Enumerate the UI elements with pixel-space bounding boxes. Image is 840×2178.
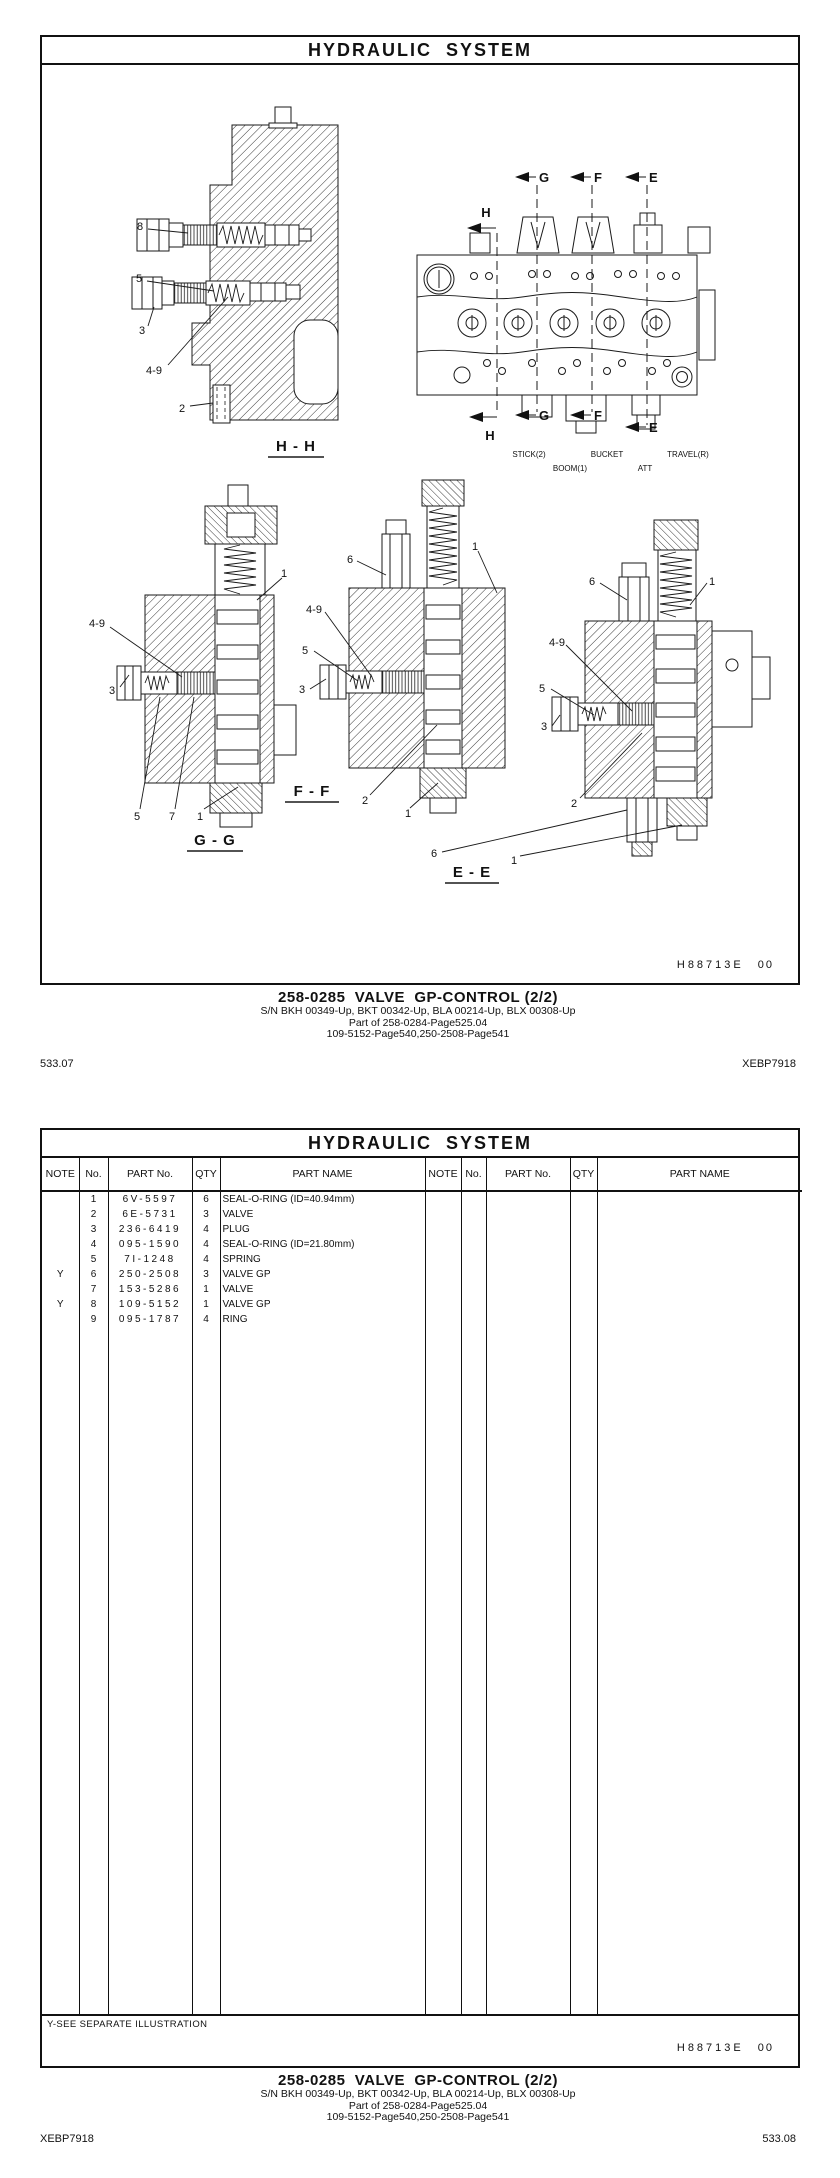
callout-4-9: 4-9 bbox=[89, 618, 105, 630]
page-refs: 109-5152-Page540,250-2508-Page541 bbox=[326, 1028, 510, 1040]
no-cell: 6 bbox=[79, 1267, 108, 1282]
callout-5: 5 bbox=[133, 811, 141, 823]
part-of-ref: Part of 258-0284-Page525.04 bbox=[348, 2099, 488, 2112]
note-cell bbox=[425, 1252, 461, 1267]
part-no-cell: 109-5152 bbox=[108, 1297, 192, 1312]
note-cell bbox=[425, 1207, 461, 1222]
callout-5: 5 bbox=[135, 273, 143, 285]
view-label-e-e: E - E bbox=[452, 864, 492, 881]
part-name-cell: PLUG bbox=[220, 1222, 425, 1237]
serial-range: S/N BKH 00349-Up, BKT 00342-Up, BLA 00214-Up, BLX 00308-Up bbox=[260, 2088, 576, 2100]
empty-cell bbox=[486, 1327, 570, 2014]
no-cell bbox=[461, 1237, 486, 1252]
no-cell: 1 bbox=[79, 1191, 108, 1207]
part-no-cell: 095-1787 bbox=[108, 1312, 192, 1327]
col-qty-2: QTY bbox=[570, 1158, 597, 1191]
part-no-cell bbox=[486, 1267, 570, 1282]
footnote: Y-SEE SEPARATE ILLUSTRATION bbox=[47, 2019, 208, 2030]
table-row bbox=[42, 1237, 802, 1252]
part-no-cell: 153-5286 bbox=[108, 1282, 192, 1297]
page2-footer bbox=[40, 2133, 796, 2145]
no-cell: 3 bbox=[79, 1222, 108, 1237]
part-name-cell bbox=[597, 1282, 802, 1297]
empty-cell bbox=[220, 1327, 425, 2014]
qty-cell: 4 bbox=[192, 1312, 220, 1327]
part-no-cell: 6E-5731 bbox=[108, 1207, 192, 1222]
callout-8: 8 bbox=[136, 221, 144, 233]
note-cell bbox=[42, 1282, 79, 1297]
qty-cell: 1 bbox=[192, 1282, 220, 1297]
table-row bbox=[42, 1267, 802, 1282]
table-row bbox=[42, 1297, 802, 1312]
page-number: 533.07 bbox=[40, 1058, 74, 1070]
doc-ref-code: H88713E bbox=[676, 959, 744, 971]
callout-3: 3 bbox=[108, 685, 116, 697]
qty-cell: 6 bbox=[192, 1191, 220, 1207]
part-name-cell bbox=[597, 1252, 802, 1267]
note-cell bbox=[425, 1312, 461, 1327]
section-g-g-drawing bbox=[89, 485, 296, 851]
footnote-band bbox=[42, 2014, 798, 2066]
table-row bbox=[42, 1191, 802, 1207]
port-label-travel: TRAVEL(R) bbox=[667, 450, 709, 459]
col-part-name-2: PART NAME bbox=[597, 1158, 802, 1191]
empty-cell bbox=[79, 1327, 108, 2014]
no-cell: 2 bbox=[79, 1207, 108, 1222]
empty-cell bbox=[570, 1327, 597, 2014]
no-cell bbox=[461, 1267, 486, 1282]
col-note: NOTE bbox=[42, 1158, 79, 1191]
callout-4-9: 4-9 bbox=[549, 637, 565, 649]
section-arrow-h-bottom: H bbox=[485, 428, 495, 443]
note-cell bbox=[425, 1267, 461, 1282]
doc-ref-rev: 00 bbox=[757, 2042, 774, 2054]
part-name-cell bbox=[597, 1237, 802, 1252]
section-arrow-h-top: H bbox=[481, 205, 491, 220]
part-no-cell bbox=[486, 1207, 570, 1222]
port-label-bucket: BUCKET bbox=[590, 450, 624, 459]
table-row bbox=[42, 1252, 802, 1267]
page-1 bbox=[40, 35, 800, 985]
note-cell: Y bbox=[42, 1267, 79, 1282]
note-cell bbox=[42, 1222, 79, 1237]
view-label-h-h: H - H bbox=[276, 438, 316, 455]
callout-1b: 1 bbox=[196, 811, 204, 823]
part-no-cell: 6V-5597 bbox=[108, 1191, 192, 1207]
page1-footer bbox=[40, 1058, 796, 1070]
callout-2: 2 bbox=[178, 403, 186, 415]
doc-ref-rev: 00 bbox=[757, 959, 774, 971]
table-row bbox=[42, 1222, 802, 1237]
part-no-cell bbox=[486, 1237, 570, 1252]
table-row bbox=[42, 1312, 802, 1327]
callout-1: 1 bbox=[471, 541, 479, 553]
callout-6: 6 bbox=[588, 576, 596, 588]
part-no-cell: 7I-1248 bbox=[108, 1252, 192, 1267]
no-cell: 7 bbox=[79, 1282, 108, 1297]
book-code: XEBP7918 bbox=[742, 1058, 796, 1070]
part-name-cell: RING bbox=[220, 1312, 425, 1327]
section-arrow-f-bottom: F bbox=[594, 408, 602, 423]
drawing-number bbox=[677, 959, 774, 971]
note-cell bbox=[425, 1191, 461, 1207]
qty-cell bbox=[570, 1282, 597, 1297]
table-row bbox=[42, 1207, 802, 1222]
page-refs: 109-5152-Page540,250-2508-Page541 bbox=[326, 2111, 510, 2123]
callout-3: 3 bbox=[298, 684, 306, 696]
parts-table-wrap bbox=[42, 1158, 798, 2014]
part-name-cell: SEAL-O-RING (ID=21.80mm) bbox=[220, 1237, 425, 1252]
callout-4-9: 4-9 bbox=[146, 365, 162, 377]
page-number: 533.08 bbox=[762, 2133, 796, 2145]
callout-5: 5 bbox=[538, 683, 546, 695]
note-cell: Y bbox=[42, 1297, 79, 1312]
port-label-stick: STICK(2) bbox=[512, 450, 546, 459]
table-row bbox=[42, 1282, 802, 1297]
empty-cell bbox=[42, 1327, 79, 2014]
no-cell bbox=[461, 1297, 486, 1312]
page2-caption bbox=[40, 2072, 796, 2124]
part-name-cell bbox=[597, 1222, 802, 1237]
note-cell bbox=[42, 1252, 79, 1267]
callout-2: 2 bbox=[361, 795, 369, 807]
note-cell bbox=[42, 1207, 79, 1222]
valve-gp-illustration bbox=[42, 65, 798, 979]
callout-1b: 1 bbox=[510, 855, 518, 867]
col-part-no-2: PART No. bbox=[486, 1158, 570, 1191]
page1-caption bbox=[40, 989, 796, 1041]
no-cell: 8 bbox=[79, 1297, 108, 1312]
col-qty: QTY bbox=[192, 1158, 220, 1191]
view-label-f-f: F - F bbox=[293, 783, 331, 800]
page-title: HYDRAULIC SYSTEM bbox=[42, 37, 798, 65]
valve-group-plan-view bbox=[417, 170, 715, 473]
part-no-cell bbox=[486, 1312, 570, 1327]
qty-cell bbox=[570, 1267, 597, 1282]
part-name-cell: VALVE bbox=[220, 1207, 425, 1222]
part-name-cell: SEAL-O-RING (ID=40.94mm) bbox=[220, 1191, 425, 1207]
drawing-area bbox=[42, 65, 798, 983]
col-no: No. bbox=[79, 1158, 108, 1191]
callout-5: 5 bbox=[301, 645, 309, 657]
section-arrow-g-bottom: G bbox=[539, 408, 550, 423]
callout-4-9: 4-9 bbox=[306, 604, 322, 616]
part-name-cell bbox=[597, 1297, 802, 1312]
doc-ref-code: H88713E bbox=[676, 2042, 744, 2054]
qty-cell bbox=[570, 1312, 597, 1327]
no-cell bbox=[461, 1222, 486, 1237]
part-no-cell: 236-6419 bbox=[108, 1222, 192, 1237]
col-no-2: No. bbox=[461, 1158, 486, 1191]
part-name-cell bbox=[597, 1312, 802, 1327]
qty-cell: 4 bbox=[192, 1252, 220, 1267]
part-name-cell bbox=[597, 1267, 802, 1282]
part-no-cell bbox=[486, 1252, 570, 1267]
note-cell bbox=[42, 1237, 79, 1252]
note-cell bbox=[425, 1282, 461, 1297]
note-cell bbox=[425, 1222, 461, 1237]
part-name-cell bbox=[597, 1207, 802, 1222]
callout-6b: 6 bbox=[430, 848, 438, 860]
view-label-g-g: G - G bbox=[194, 832, 236, 849]
drawing-number bbox=[677, 2042, 774, 2054]
no-cell: 9 bbox=[79, 1312, 108, 1327]
qty-cell bbox=[570, 1222, 597, 1237]
no-cell bbox=[461, 1252, 486, 1267]
empty-cell bbox=[108, 1327, 192, 2014]
part-name-cell: VALVE GP bbox=[220, 1267, 425, 1282]
qty-cell bbox=[570, 1207, 597, 1222]
col-note-2: NOTE bbox=[425, 1158, 461, 1191]
qty-cell: 4 bbox=[192, 1237, 220, 1252]
section-arrow-g-top: G bbox=[539, 170, 550, 185]
no-cell bbox=[461, 1312, 486, 1327]
qty-cell: 3 bbox=[192, 1267, 220, 1282]
parts-table bbox=[42, 1158, 802, 2014]
qty-cell bbox=[570, 1252, 597, 1267]
port-label-boom: BOOM(1) bbox=[552, 464, 588, 473]
book-code: XEBP7918 bbox=[40, 2133, 94, 2145]
callout-2: 2 bbox=[570, 798, 578, 810]
serial-range: S/N BKH 00349-Up, BKT 00342-Up, BLA 00214-Up, BLX 00308-Up bbox=[260, 1005, 576, 1017]
qty-cell: 3 bbox=[192, 1207, 220, 1222]
no-cell: 4 bbox=[79, 1237, 108, 1252]
part-no-cell bbox=[486, 1222, 570, 1237]
callout-1: 1 bbox=[280, 568, 288, 580]
part-no-cell bbox=[486, 1282, 570, 1297]
port-label-att: ATT bbox=[637, 464, 653, 473]
page-2 bbox=[40, 1128, 800, 2068]
part-name-cell: VALVE GP bbox=[220, 1297, 425, 1312]
section-arrow-f-top: F bbox=[594, 170, 602, 185]
col-part-no: PART No. bbox=[108, 1158, 192, 1191]
part-no-cell bbox=[486, 1191, 570, 1207]
empty-cell bbox=[597, 1327, 802, 2014]
assembly-title: 258-0285 VALVE GP-CONTROL (2/2) bbox=[278, 2072, 558, 2089]
part-no-cell bbox=[486, 1297, 570, 1312]
callout-7: 7 bbox=[168, 811, 176, 823]
section-arrow-e-bottom: E bbox=[649, 420, 658, 435]
callout-6: 6 bbox=[346, 554, 354, 566]
section-arrow-e-top: E bbox=[649, 170, 658, 185]
part-no-cell: 250-2508 bbox=[108, 1267, 192, 1282]
part-name-cell: VALVE bbox=[220, 1282, 425, 1297]
table-filler-row bbox=[42, 1327, 802, 2014]
callout-3: 3 bbox=[540, 721, 548, 733]
qty-cell: 4 bbox=[192, 1222, 220, 1237]
callout-3: 3 bbox=[138, 325, 146, 337]
qty-cell bbox=[570, 1191, 597, 1207]
note-cell bbox=[425, 1237, 461, 1252]
part-name-cell: SPRING bbox=[220, 1252, 425, 1267]
qty-cell bbox=[570, 1297, 597, 1312]
no-cell bbox=[461, 1282, 486, 1297]
table-header-row bbox=[42, 1158, 802, 1191]
no-cell: 5 bbox=[79, 1252, 108, 1267]
assembly-title: 258-0285 VALVE GP-CONTROL (2/2) bbox=[278, 989, 558, 1006]
qty-cell: 1 bbox=[192, 1297, 220, 1312]
part-no-cell: 095-1590 bbox=[108, 1237, 192, 1252]
callout-1: 1 bbox=[708, 576, 716, 588]
qty-cell bbox=[570, 1237, 597, 1252]
no-cell bbox=[461, 1207, 486, 1222]
empty-cell bbox=[425, 1327, 461, 2014]
part-of-ref: Part of 258-0284-Page525.04 bbox=[348, 1016, 488, 1029]
callout-1b: 1 bbox=[404, 808, 412, 820]
section-f-f-drawing bbox=[285, 480, 505, 820]
note-cell bbox=[42, 1191, 79, 1207]
empty-cell bbox=[461, 1327, 486, 2014]
page-title: HYDRAULIC SYSTEM bbox=[42, 1130, 798, 1158]
part-name-cell bbox=[597, 1191, 802, 1207]
no-cell bbox=[461, 1191, 486, 1207]
section-h-h-drawing bbox=[132, 107, 338, 457]
note-cell bbox=[425, 1297, 461, 1312]
empty-cell bbox=[192, 1327, 220, 2014]
col-part-name: PART NAME bbox=[220, 1158, 425, 1191]
note-cell bbox=[42, 1312, 79, 1327]
